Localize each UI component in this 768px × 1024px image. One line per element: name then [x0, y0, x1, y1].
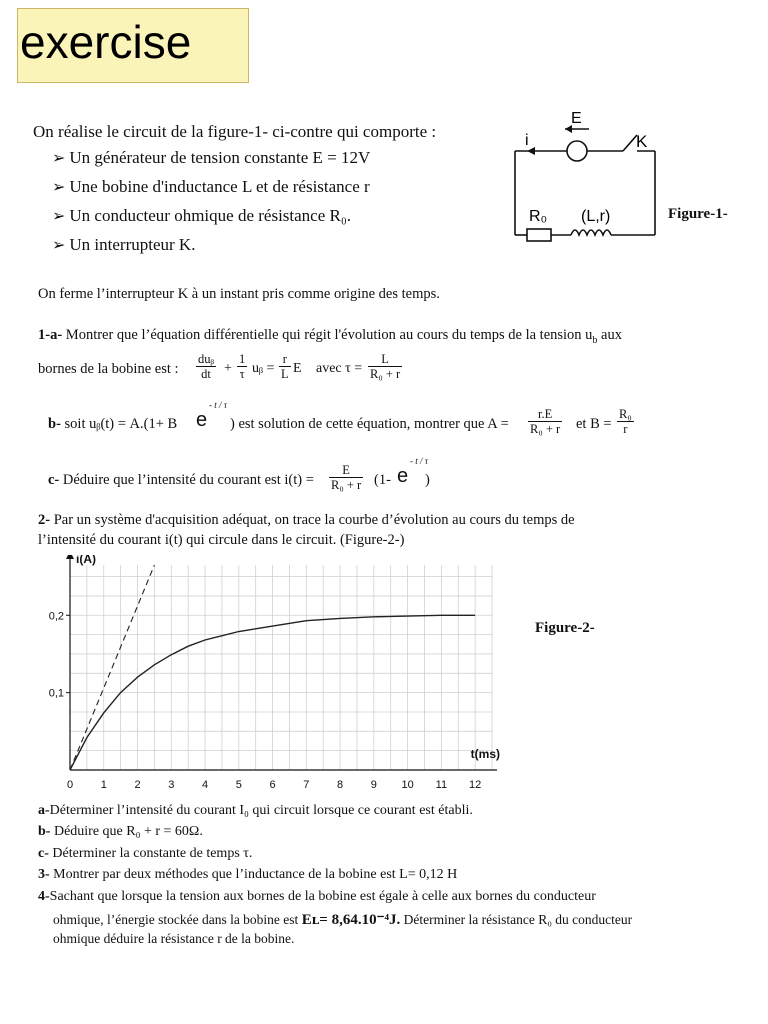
question-4-line1 — [38, 889, 596, 905]
list-item-text: Une bobine d'inductance L et de résistance r — [69, 177, 370, 196]
fraction: $\frac{\text{R₀}}{r}$ — [619, 407, 632, 436]
avec-text: avec τ = — [316, 361, 363, 376]
x-tick-label: 11 — [435, 779, 448, 791]
list-item-text: Un interrupteur K. — [69, 235, 196, 254]
plus-sign: + — [224, 361, 232, 376]
question-1b-cont: ) est solution de cette équation, montrer que A = — [230, 416, 509, 432]
question-number: c- — [48, 472, 60, 488]
ub-term: uᵦ = — [252, 361, 275, 376]
x-tick-label: 7 — [303, 779, 310, 791]
question-number: 4- — [38, 889, 50, 904]
x-tick-label: 6 — [269, 779, 276, 791]
x-tick-label: 1 — [100, 779, 107, 791]
question-1a-line2: bornes de la bobine est : — [38, 361, 179, 377]
question-1c — [48, 472, 314, 489]
exp-e: e — [196, 409, 208, 431]
etB-text: et B = — [576, 416, 612, 432]
question-2b — [38, 824, 203, 840]
question-text: Déterminer la constante de temps τ. — [48, 846, 253, 861]
question-number: 1-a- — [38, 327, 63, 343]
paren-open: (1- — [374, 472, 391, 488]
list-item — [52, 206, 351, 226]
resistor-label: R₀ — [529, 208, 548, 225]
question-1a-line1 — [38, 327, 622, 346]
E-term: E — [293, 361, 302, 376]
question-text: Déduire que R₀ + r = 60Ω. — [50, 824, 203, 839]
question-text: soit uᵦ(t) = A.(1+ B — [60, 416, 178, 432]
question-1b — [48, 416, 177, 433]
arrow-bullet-icon: ➢ — [52, 237, 66, 254]
x-tick-label: 2 — [134, 779, 141, 791]
source-label: E — [571, 110, 582, 127]
question-number: a- — [38, 803, 50, 818]
question-text: Montrer par deux méthodes que l’inductance de la bobine est L= 0,12 H — [49, 867, 458, 882]
x-tick-label: 9 — [370, 779, 377, 791]
paren-close: ) — [425, 472, 430, 488]
statement: On ferme l’interrupteur K à un instant pris comme origine des temps. — [38, 286, 440, 302]
list-item-text: Un générateur de tension constante E = 12V — [69, 148, 371, 167]
question-text: Déterminer la résistance R₀ du conducteur — [400, 912, 633, 927]
question-4-line2 — [53, 910, 632, 929]
question-text: ohmique, l’énergie stockée dans la bobine est — [53, 912, 302, 927]
exponent: - t / τ — [410, 456, 428, 466]
arrow-bullet-icon: ➢ — [52, 179, 66, 196]
question-number: 2- — [38, 512, 51, 528]
list-item — [52, 177, 370, 197]
switch-label: K — [636, 132, 648, 151]
coil-label: (L,r) — [581, 208, 611, 225]
question-2c — [38, 846, 252, 862]
x-tick-label: 10 — [401, 779, 414, 791]
subscript: b — [592, 334, 598, 346]
x-tick-label: 3 — [168, 779, 175, 791]
fraction: $\frac{r}{L}$ — [281, 352, 289, 381]
question-number: c- — [38, 846, 49, 861]
x-tick-label: 5 — [235, 779, 242, 791]
question-number: 3- — [38, 867, 50, 882]
list-item — [52, 235, 195, 255]
list-item — [52, 148, 370, 168]
x-axis-label: t(ms) — [470, 747, 500, 761]
question-text: Déterminer l’intensité du courant I₀ qui circuit lorsque ce courant est établi. — [49, 803, 473, 818]
question-text: Sachant que lorsque la tension aux bornes de la bobine est égale à celle aux bornes du conducteur — [49, 889, 596, 904]
energy-value: Eʟ= 8,64.10⁻⁴J. — [301, 912, 401, 928]
circuit-diagram — [505, 105, 665, 245]
exp-e: e — [397, 465, 409, 487]
x-tick-label: 0 — [66, 779, 74, 791]
exponent: - t / τ — [209, 400, 227, 410]
question-text: Montrer que l’équation différentielle qui régit l'évolution au cours du temps de la tension u — [62, 327, 593, 343]
arrow-bullet-icon: ➢ — [52, 208, 66, 225]
current-label: i — [525, 132, 529, 149]
arrow-bullet-icon: ➢ — [52, 150, 66, 167]
question-2-line1 — [38, 512, 575, 529]
question-number: b- — [48, 416, 61, 432]
question-2a — [38, 803, 473, 819]
question-text: Par un système d'acquisition adéquat, on trace la courbe d’évolution au cours du temps de — [50, 512, 575, 528]
question-number: b- — [38, 824, 51, 839]
figure1-label: Figure-1- — [668, 206, 728, 222]
y-tick-label: 0,2 — [48, 610, 64, 623]
fraction: $\frac{1}{\tau}$ — [239, 352, 246, 381]
question-text: Déduire que l’intensité du courant est i(t) = — [59, 472, 314, 488]
question-4-line3: ohmique déduire la résistance r de la bobine. — [53, 931, 295, 946]
fraction: $\frac{E}{\text{R₀ + r}}$ — [331, 463, 362, 492]
x-tick-label: 12 — [468, 779, 482, 791]
figure2-label: Figure-2- — [535, 620, 595, 636]
question-3 — [38, 867, 457, 883]
fraction: duᵦ dt — [198, 352, 215, 381]
page-title: exercise — [20, 16, 192, 68]
y-axis-arrow-icon — [66, 555, 74, 559]
x-tick-label: 8 — [337, 779, 344, 791]
x-tick-label: 4 — [201, 779, 209, 791]
fraction: $\frac{r.E}{\text{R₀ + r}}$ — [530, 407, 561, 436]
fraction: $\frac{L}{\text{R₀ + r}}$ — [370, 352, 401, 381]
y-tick-label: 0,1 — [48, 687, 64, 700]
list-item-text: Un conducteur ohmique de résistance R₀. — [69, 206, 352, 225]
question-text: aux — [597, 327, 622, 343]
current-chart — [30, 555, 530, 800]
question-2-line2: l’intensité du courant i(t) qui circule dans le circuit. (Figure-2-) — [38, 532, 405, 548]
intro-line: On réalise le circuit de la figure-1- ci-contre qui comporte : — [33, 122, 437, 141]
y-axis-label: i(A) — [76, 555, 96, 566]
